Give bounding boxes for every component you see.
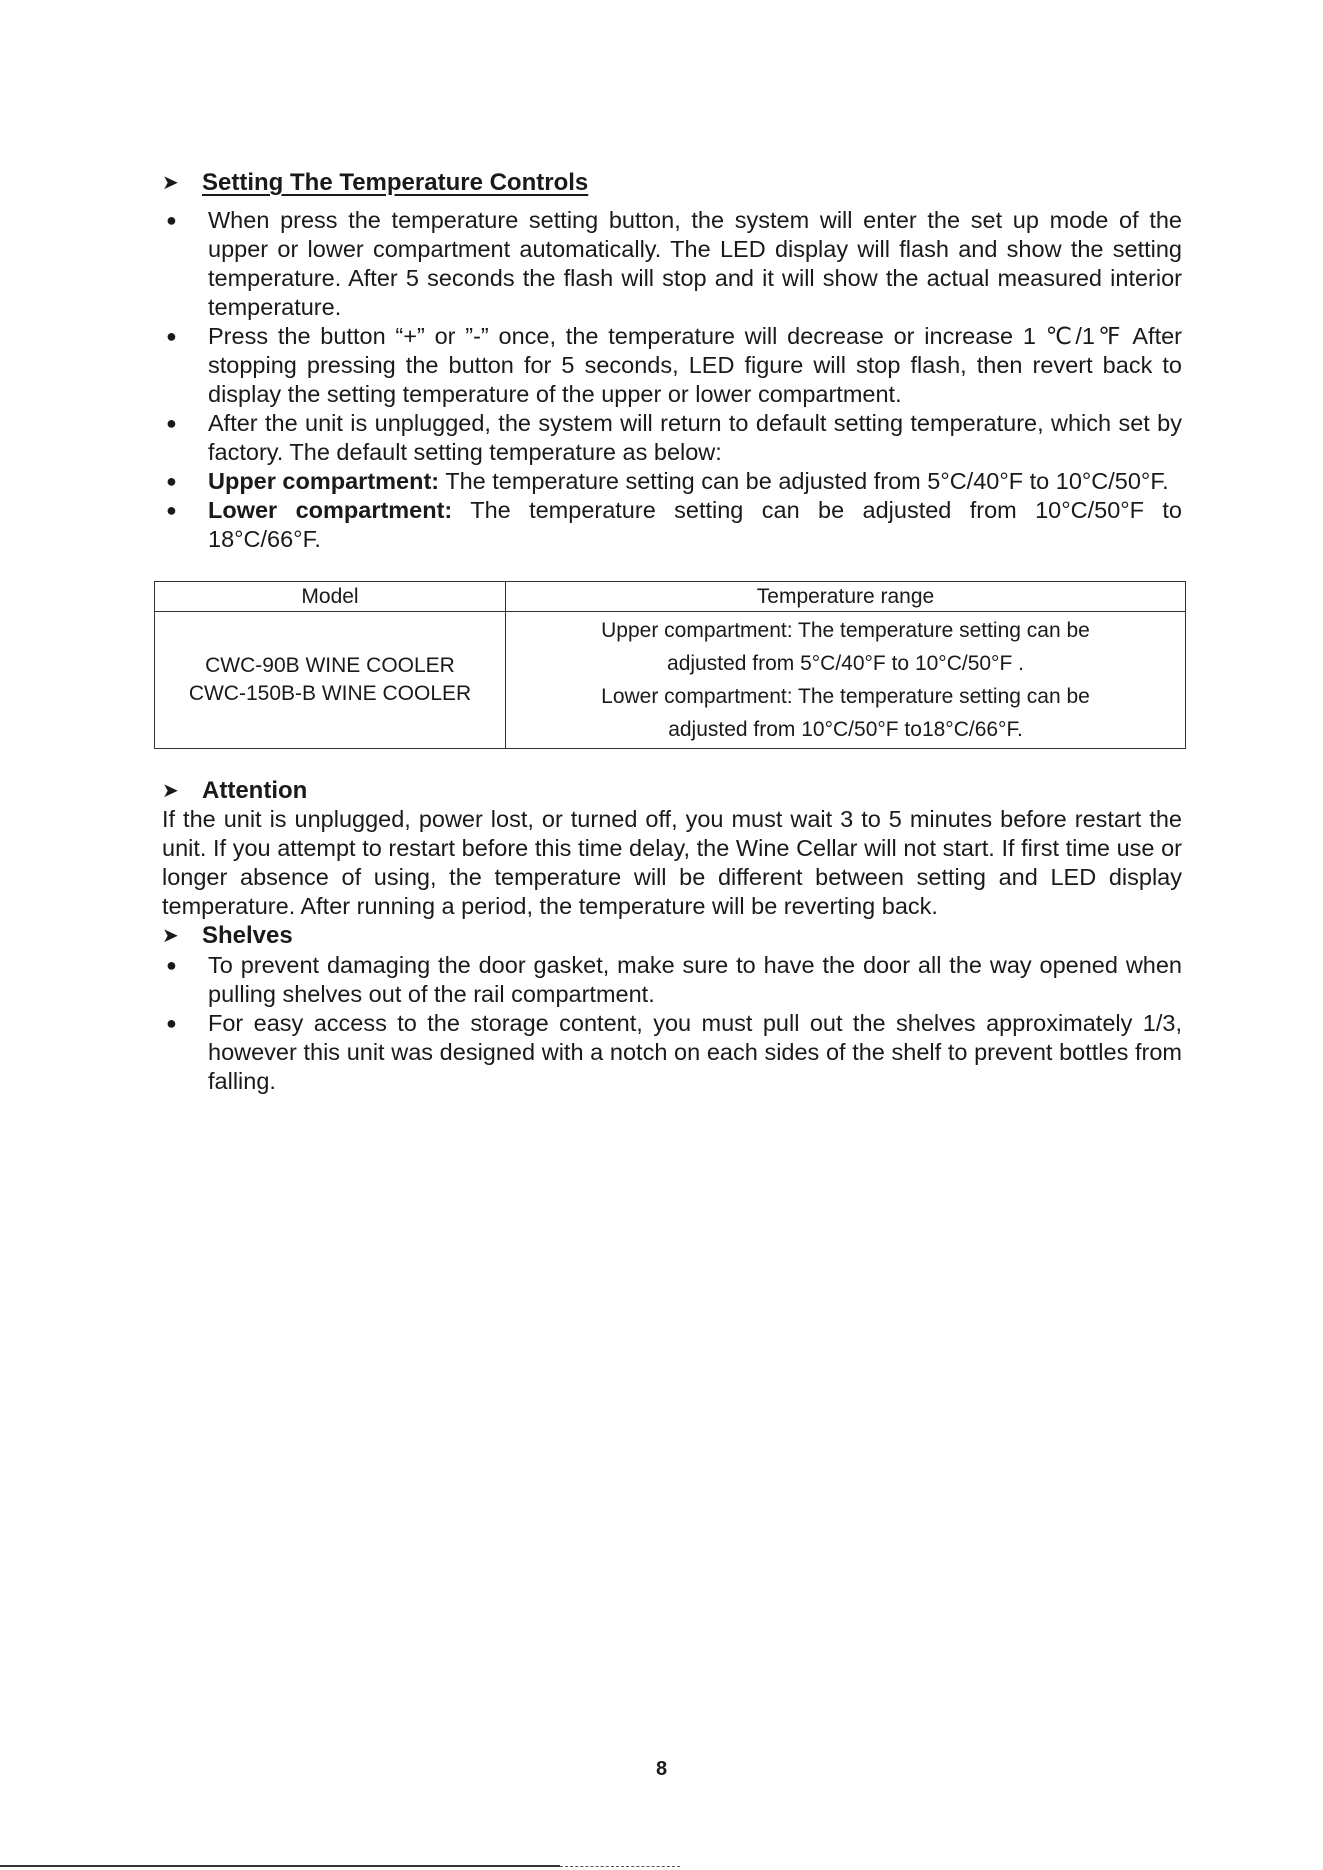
shelves-list [162, 951, 1182, 1096]
list-item: ● For easy access to the storage content, you must pull out the shelves approximately 1/3, however this unit was designed with a notch on each sides of the shelf to prevent bottles from falling. [166, 1010, 1182, 1094]
table-header-temperature-range: Temperature range [506, 582, 1186, 612]
table-header-model: Model [155, 582, 506, 612]
list-item: ● To prevent damaging the door gasket, make sure to have the door all the way opened when pulling shelves out of the rail compartment. [166, 952, 1182, 1007]
arrow-bullet-icon: ➤ [162, 780, 179, 802]
arrow-bullet-icon: ➤ [162, 172, 179, 194]
footer-divider-dashed [560, 1866, 680, 1868]
arrow-bullet-icon: ➤ [162, 925, 179, 947]
bullet-icon: ● [166, 413, 177, 433]
section-heading-temperature-controls [162, 168, 588, 198]
heading-text: Setting The Temperature Controls [202, 169, 589, 196]
bullet-icon: ● [166, 210, 177, 230]
bullet-icon: ● [166, 500, 177, 520]
model-name: CWC-90B WINE COOLER [205, 654, 455, 677]
model-name: CWC-150B-B WINE COOLER [188, 682, 472, 705]
bullet-icon: ● [166, 1013, 177, 1033]
temperature-range-table [154, 581, 1186, 749]
attention-paragraph: If the unit is unplugged, power lost, or turned off, you must wait 3 to 5 minutes before restart the unit. If you attempt to restart before this time delay, the Wine Cellar will not start. If first time use or longer absence of using, the temperature will be different between setting and LED display temperature. After running a period, the temperature will be reverting back. [162, 806, 1182, 919]
temperature-controls-list [162, 206, 1182, 554]
bullet-icon: ● [166, 326, 177, 346]
footer-divider [0, 1865, 560, 1867]
range-cell: Upper compartment: The temperature setting can be adjusted from 5°C/40°F to 10°C/50°F . Lower compartment: The temperature setting can be adjusted from 10°C/50°F to18°C/66°F. [506, 612, 1186, 749]
list-item: ● After the unit is unplugged, the system will return to default setting temperature, which set by factory. The default setting temperature as below: [166, 410, 1182, 465]
heading-text: Attention [202, 777, 308, 804]
page-number: 8 [655, 1758, 668, 1780]
section-heading-attention [162, 776, 307, 806]
heading-text: Shelves [202, 922, 293, 949]
list-item-lower-compartment: ● Lower compartment: The temperature setting can be adjusted from 10°C/50°F to 18°C/66°F. [166, 497, 1182, 552]
model-cell [155, 612, 506, 749]
section-heading-shelves [162, 921, 293, 951]
bullet-icon: ● [166, 471, 177, 491]
list-item: ● When press the temperature setting button, the system will enter the set up mode of the upper or lower compartment automatically. The LED display will flash and show the setting temperature. After 5 seconds the flash will stop and it will show the actual measured interior temperature. [166, 207, 1182, 320]
bullet-icon: ● [166, 955, 177, 975]
table-header-row [155, 582, 1186, 612]
table-row [155, 612, 1186, 749]
list-item: ● Press the button “+” or ”-” once, the temperature will decrease or increase 1 ℃/1℉ After stopping pressing the button for 5 seconds, LED figure will stop flash, then revert back to display the setting temperature of the upper or lower compartment. [166, 323, 1182, 407]
list-item-upper-compartment: ● Upper compartment: The temperature setting can be adjusted from 5°C/40°F to 10°C/50°F. [166, 468, 1169, 494]
